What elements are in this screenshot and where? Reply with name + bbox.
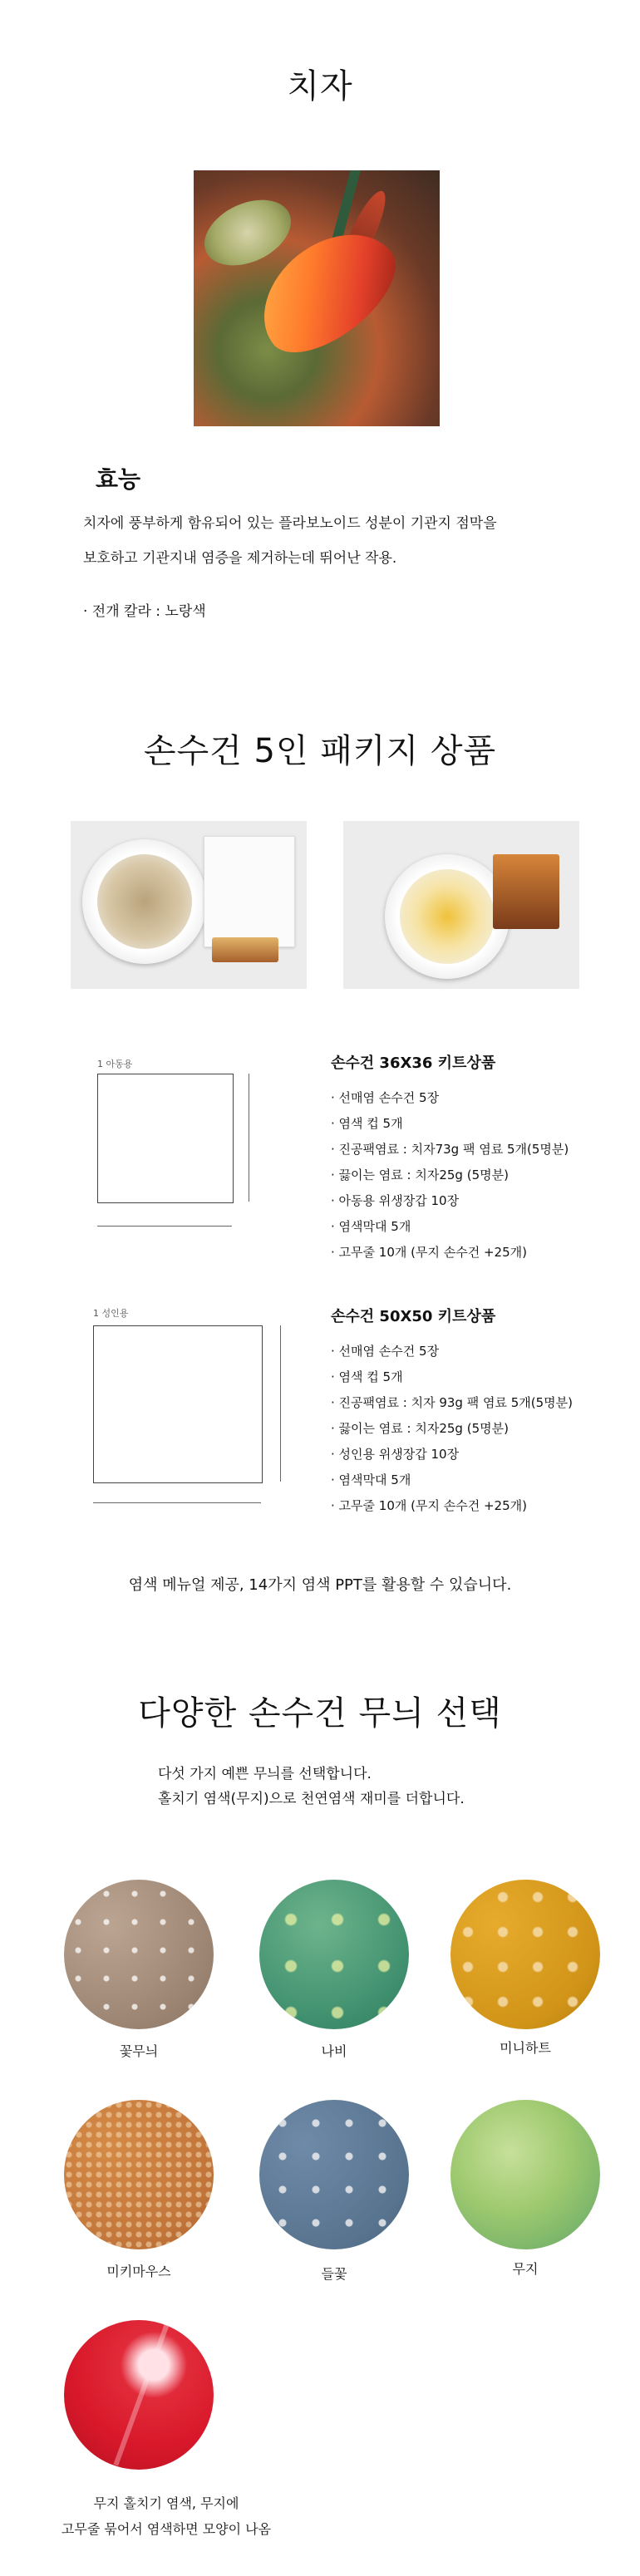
pattern-floral-swatch (64, 1880, 214, 2029)
pattern-plain-swatch (450, 2100, 600, 2249)
kit-2-width-dimension (93, 1502, 261, 1503)
package-photo-2 (343, 821, 579, 989)
page-title: 치자 (287, 67, 353, 106)
kit-1-handkerchief-diagram (97, 1074, 234, 1203)
kit-1-title: 손수건 36X36 키트상품 (331, 1054, 496, 1072)
kit-1-item: · 염색 컵 5개 (331, 1111, 569, 1137)
package-heading: 손수건 5인 패키지 상품 (143, 732, 497, 770)
kit-2-item: · 끓이는 염료 : 치자25g (5명분) (331, 1416, 573, 1442)
kit-1-width-dimension (97, 1226, 232, 1227)
kit-2-diagram-label: 1 성인용 (93, 1308, 129, 1319)
pattern-mickey-mouse-label: 미키마우스 (106, 2264, 171, 2279)
tie-dye-label-line-1: 무지 홀치기 염색, 무지에 (93, 2495, 239, 2511)
pattern-heading: 다양한 손수건 무늬 선택 (138, 1694, 502, 1733)
kit-2-item: · 진공팩염료 : 치자 93g 팩 염료 5개(5명분) (331, 1390, 573, 1416)
package-photo-1 (71, 821, 307, 989)
kit-1-item: · 염색막대 5개 (331, 1214, 569, 1240)
color-note: · 전개 칼라 : 노랑색 (83, 603, 206, 620)
efficacy-text-line-2: 보호하고 기관지내 염증을 제거하는데 뛰어난 작용. (83, 550, 397, 567)
kit-2-item: · 염색 컵 5개 (331, 1364, 573, 1390)
pattern-intro-line-2: 홀치기 염색(무지)으로 천연염색 재미를 더합니다. (158, 1791, 465, 1807)
pattern-butterfly-label: 나비 (321, 2043, 347, 2059)
pattern-plain-label: 무지 (512, 2261, 539, 2277)
pattern-intro-line-1: 다섯 가지 예쁜 무늬를 선택합니다. (158, 1766, 372, 1782)
pattern-wildflower-label: 들꽃 (321, 2266, 347, 2282)
pattern-mickey-mouse-swatch (64, 2100, 214, 2249)
kit-2-title: 손수건 50X50 키트상품 (331, 1308, 496, 1325)
pattern-mini-heart-label: 미니하트 (500, 2040, 551, 2056)
pattern-floral-label: 꽃무늬 (119, 2043, 159, 2059)
pattern-mini-heart-swatch (450, 1880, 600, 2029)
pattern-wildflower-swatch (259, 2100, 409, 2249)
kit-2-item: · 선매염 손수건 5장 (331, 1339, 573, 1364)
efficacy-text-line-1: 치자에 풍부하게 함유되어 있는 플라보노이드 성분이 기관지 점막을 (83, 515, 497, 532)
kit-2-item: · 고무줄 10개 (무지 손수건 +25개) (331, 1493, 573, 1519)
pattern-butterfly-swatch (259, 1880, 409, 2029)
kit-1-diagram-label: 1 아동용 (97, 1059, 133, 1069)
gardenia-fruit-photo (194, 170, 440, 426)
efficacy-heading: 효능 (96, 465, 141, 493)
kit-1-item: · 아동용 위생장갑 10장 (331, 1188, 569, 1214)
kit-1-item-list (331, 1085, 569, 1266)
manual-note: 염색 메뉴얼 제공, 14가지 염색 PPT를 활용할 수 있습니다. (128, 1576, 512, 1594)
kit-2-item: · 성인용 위생장갑 10장 (331, 1442, 573, 1467)
kit-1-item: · 선매염 손수건 5장 (331, 1085, 569, 1111)
kit-2-item-list (331, 1339, 573, 1519)
kit-1-item: · 진공팩염료 : 치자73g 팩 염료 5개(5명분) (331, 1137, 569, 1163)
kit-1-item: · 고무줄 10개 (무지 손수건 +25개) (331, 1240, 569, 1266)
kit-2-handkerchief-diagram (93, 1325, 263, 1483)
pattern-tie-dye-swatch (64, 2320, 214, 2470)
kit-1-item: · 끓이는 염료 : 치자25g (5명분) (331, 1163, 569, 1188)
kit-2-height-dimension (280, 1325, 281, 1482)
tie-dye-label-line-2: 고무줄 묶어서 염색하면 모양이 나옴 (61, 2521, 272, 2537)
kit-2-item: · 염색막대 5개 (331, 1467, 573, 1493)
